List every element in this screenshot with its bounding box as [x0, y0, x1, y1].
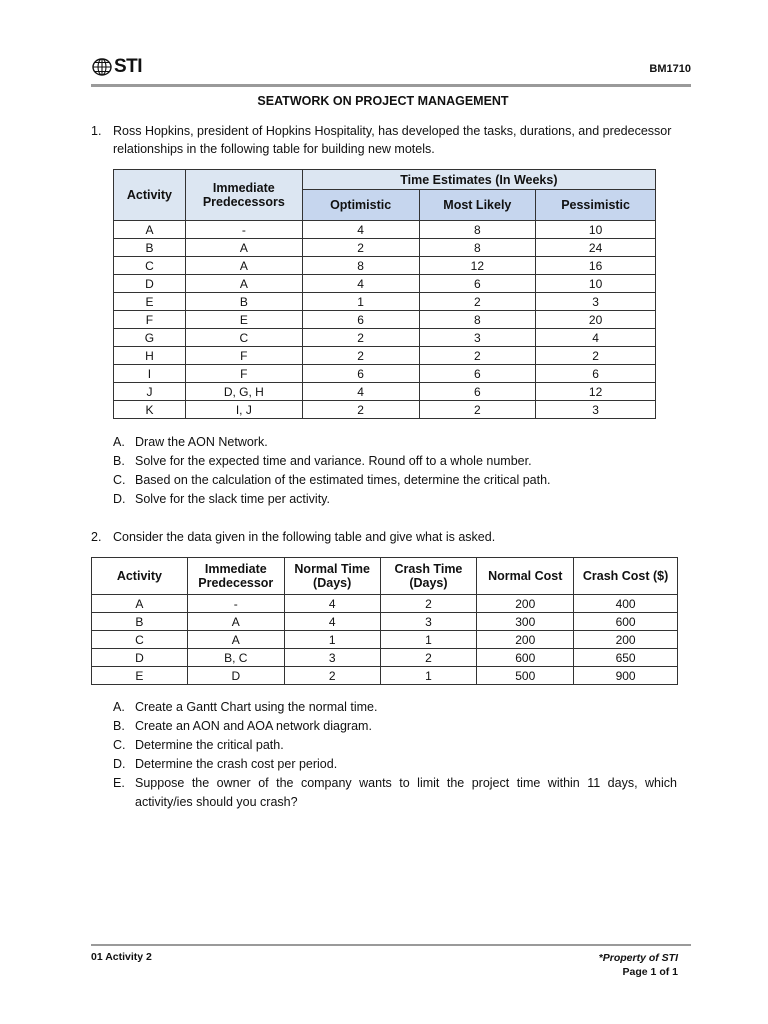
list-item-letter: B.: [113, 454, 125, 468]
footer-info: [599, 951, 678, 979]
table-row: [114, 311, 656, 329]
header-divider: [91, 84, 691, 87]
table-cell: I, J: [185, 401, 302, 419]
question-2-tasks: [113, 698, 677, 812]
table-cell: 2: [284, 667, 380, 685]
table-row: [92, 649, 678, 667]
table-cell: 200: [477, 631, 574, 649]
list-item-letter: A.: [113, 700, 125, 714]
table-cell: 4: [302, 383, 419, 401]
table-cell: B: [185, 293, 302, 311]
table-cell: 3: [536, 401, 656, 419]
table-cell: A: [185, 257, 302, 275]
list-item-text: Create a Gantt Chart using the normal time.: [135, 700, 378, 714]
table-cell: B: [114, 239, 186, 257]
question-1: [91, 122, 677, 158]
list-item-text: Solve for the slack time per activity.: [135, 492, 330, 506]
table-cell: 2: [419, 347, 536, 365]
list-item-text: Determine the critical path.: [135, 738, 284, 752]
logo-text: STI: [114, 56, 143, 77]
table-cell: A: [187, 631, 284, 649]
list-item: [113, 736, 677, 755]
table-cell: 8: [419, 221, 536, 239]
list-item: [113, 698, 677, 717]
list-item-letter: E.: [113, 776, 125, 790]
table-cell: E: [114, 293, 186, 311]
table-cell: 300: [477, 613, 574, 631]
list-item: [113, 490, 677, 509]
table-cell: 2: [419, 401, 536, 419]
question-text: Ross Hopkins, president of Hopkins Hospitality, has developed the tasks, durations, and predecessor relationships in the following table for building new motels.: [113, 124, 672, 156]
table-cell: A: [92, 595, 188, 613]
col-header-crash-cost: Crash Cost ($): [574, 558, 678, 595]
table-cell: 3: [419, 329, 536, 347]
list-item: [113, 717, 677, 736]
table-cell: 2: [302, 329, 419, 347]
table-cell: 6: [302, 365, 419, 383]
table-cell: 16: [536, 257, 656, 275]
time-estimates-table: [113, 169, 656, 419]
list-item: [113, 452, 677, 471]
table-cell: C: [92, 631, 188, 649]
table-cell: 1: [380, 667, 477, 685]
table-cell: 20: [536, 311, 656, 329]
document-code: BM1710: [649, 63, 691, 75]
table-row: [92, 631, 678, 649]
question-text: Consider the data given in the following table and give what is asked.: [113, 530, 496, 544]
property-notice: *Property of STI: [598, 952, 678, 964]
table-cell: 10: [536, 275, 656, 293]
table-cell: 6: [419, 383, 536, 401]
table-cell: J: [114, 383, 186, 401]
table-cell: -: [185, 221, 302, 239]
table-cell: B: [92, 613, 188, 631]
list-item-text: Solve for the expected time and variance. Round off to a whole number.: [135, 454, 532, 468]
table-row: [114, 275, 656, 293]
table-row: [92, 667, 678, 685]
table-cell: 900: [574, 667, 678, 685]
table-cell: 12: [419, 257, 536, 275]
page-title: SEATWORK ON PROJECT MANAGEMENT: [257, 94, 509, 108]
table-cell: 1: [284, 631, 380, 649]
table-cell: 24: [536, 239, 656, 257]
table-row: [114, 347, 656, 365]
table-row: [114, 221, 656, 239]
table-cell: 650: [574, 649, 678, 667]
table-cell: D, G, H: [185, 383, 302, 401]
table-cell: 4: [284, 595, 380, 613]
table-cell: 200: [477, 595, 574, 613]
crash-cost-table: [91, 557, 678, 685]
table-cell: A: [185, 275, 302, 293]
list-item: [113, 774, 677, 812]
table-cell: 1: [302, 293, 419, 311]
question-1-tasks: [113, 433, 677, 509]
table-cell: F: [185, 365, 302, 383]
table-cell: -: [187, 595, 284, 613]
col-header-optimistic: Optimistic: [302, 190, 419, 221]
list-item: [113, 433, 677, 452]
table-cell: 2: [302, 401, 419, 419]
list-item-letter: A.: [113, 435, 125, 449]
table-cell: K: [114, 401, 186, 419]
table-cell: 2: [380, 649, 477, 667]
table-row: [92, 595, 678, 613]
table-cell: D: [114, 275, 186, 293]
question-number: 2.: [91, 530, 102, 544]
table-row: [114, 293, 656, 311]
footer-activity-label: 01 Activity 2: [91, 951, 152, 963]
table-cell: E: [92, 667, 188, 685]
table-cell: A: [185, 239, 302, 257]
table-cell: 6: [302, 311, 419, 329]
col-header-normal-cost: Normal Cost: [477, 558, 574, 595]
col-header-pessimistic: Pessimistic: [536, 190, 656, 221]
page-header: [91, 56, 691, 82]
list-item-text: Based on the calculation of the estimated times, determine the critical path.: [135, 473, 551, 487]
table-cell: 4: [536, 329, 656, 347]
footer-divider: [91, 944, 691, 946]
table-cell: C: [185, 329, 302, 347]
col-header-most-likely: Most Likely: [419, 190, 536, 221]
question-2: [91, 528, 677, 546]
list-item-text: Draw the AON Network.: [135, 435, 268, 449]
col-header-normal-time: Normal Time (Days): [284, 558, 380, 595]
table-row: [114, 239, 656, 257]
table-cell: 8: [419, 239, 536, 257]
table-cell: 2: [380, 595, 477, 613]
list-item-text: Determine the crash cost per period.: [135, 757, 338, 771]
table-cell: F: [114, 311, 186, 329]
col-header-predecessors: Immediate Predecessors: [185, 170, 302, 221]
table-cell: H: [114, 347, 186, 365]
table-cell: 8: [419, 311, 536, 329]
table-cell: 2: [302, 239, 419, 257]
table-cell: E: [185, 311, 302, 329]
table-cell: 200: [574, 631, 678, 649]
list-item-letter: C.: [113, 738, 126, 752]
table-cell: C: [114, 257, 186, 275]
table-row: [114, 365, 656, 383]
table-cell: F: [185, 347, 302, 365]
table-cell: A: [187, 613, 284, 631]
table-cell: 600: [574, 613, 678, 631]
table-cell: 500: [477, 667, 574, 685]
table-cell: 4: [284, 613, 380, 631]
table-cell: 6: [536, 365, 656, 383]
table-cell: 12: [536, 383, 656, 401]
list-item-letter: B.: [113, 719, 125, 733]
col-header-predecessor: Immediate Predecessor: [187, 558, 284, 595]
col-header-activity: Activity: [114, 170, 186, 221]
list-item: [113, 755, 677, 774]
globe-icon: [91, 58, 113, 76]
table-row: [92, 613, 678, 631]
table-cell: I: [114, 365, 186, 383]
table-row: [114, 329, 656, 347]
list-item: [113, 471, 677, 490]
sti-logo: [91, 56, 142, 78]
list-item-letter: D.: [113, 492, 126, 506]
table-cell: D: [92, 649, 188, 667]
table-cell: D: [187, 667, 284, 685]
table-cell: 4: [302, 221, 419, 239]
table-cell: 6: [419, 275, 536, 293]
table-cell: 10: [536, 221, 656, 239]
table-cell: G: [114, 329, 186, 347]
table-cell: 1: [380, 631, 477, 649]
table-cell: 600: [477, 649, 574, 667]
table-cell: B, C: [187, 649, 284, 667]
table-cell: 3: [284, 649, 380, 667]
question-number: 1.: [91, 124, 102, 138]
time-estimates-body: [114, 221, 656, 419]
crash-cost-body: [92, 595, 678, 685]
table-cell: 2: [302, 347, 419, 365]
table-cell: 6: [419, 365, 536, 383]
table-cell: 3: [536, 293, 656, 311]
list-item-letter: D.: [113, 757, 126, 771]
table-cell: A: [114, 221, 186, 239]
col-header-activity: Activity: [92, 558, 188, 595]
col-header-crash-time: Crash Time (Days): [380, 558, 477, 595]
table-row: [114, 401, 656, 419]
list-item-text: Suppose the owner of the company wants to limit the project time within 11 days, which activity/ies should you crash?: [135, 776, 677, 809]
table-cell: 400: [574, 595, 678, 613]
table-row: [114, 257, 656, 275]
table-cell: 4: [302, 275, 419, 293]
table-cell: 8: [302, 257, 419, 275]
page-number: Page 1 of 1: [622, 966, 678, 978]
list-item-letter: C.: [113, 473, 126, 487]
table-cell: 2: [419, 293, 536, 311]
table-row: [114, 383, 656, 401]
table-cell: 3: [380, 613, 477, 631]
table-cell: 2: [536, 347, 656, 365]
col-header-time-estimates: Time Estimates (In Weeks): [302, 170, 655, 190]
list-item-text: Create an AON and AOA network diagram.: [135, 719, 372, 733]
